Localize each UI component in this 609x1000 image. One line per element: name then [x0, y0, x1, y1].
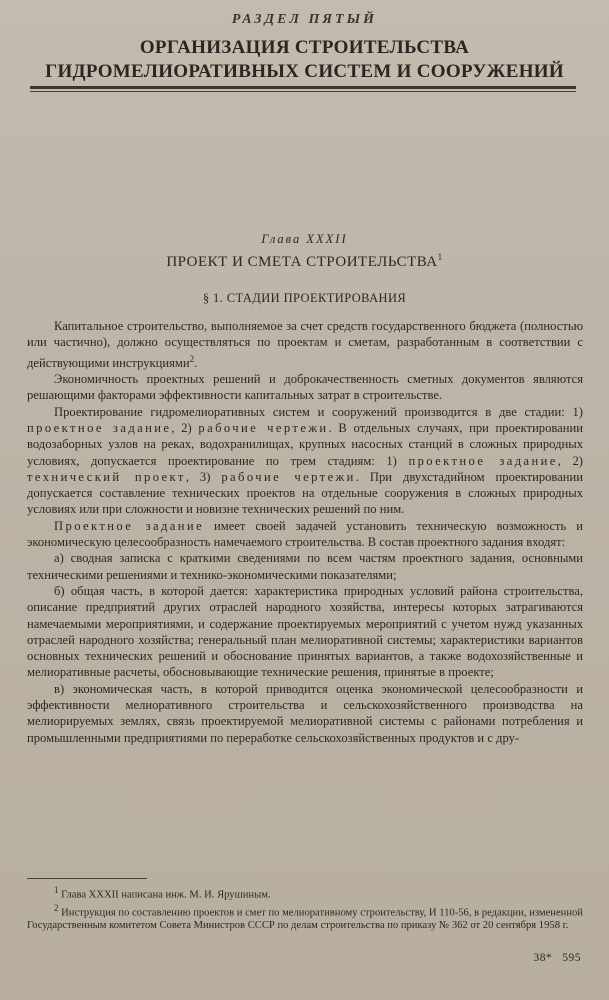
paragraph: Капитальное строительство, выполняемое за счет средств государственного бюджета (полностью или частично), должно осуществляться по проектам и сметам, разработанным в соответствии с действующими инструкциями$^2$.: [27, 319, 583, 370]
part-title-line-1: ОРГАНИЗАЦИЯ СТРОИТЕЛЬСТВА: [139, 37, 470, 58]
chapter-label: Глава XXXII: [261, 232, 348, 246]
spaced-term: проектное задание: [27, 420, 172, 435]
footnote-1: $^1$ Глава XXXII написана инж. М. И. Ярушиным.: [54, 885, 271, 901]
part-title: [20, 36, 589, 84]
paragraph: Экономичность проектных решений и доброкачественность сметных документов являются решающими факторами эффективности капитальных затрат в строительстве.: [27, 372, 583, 403]
header-rule-thin: [30, 91, 576, 92]
spaced-term: рабочие чертежи: [198, 420, 329, 435]
footnote-2: $^2$ Инструкция по составлению проектов и смет по мелиоративному строительству, И 110-56, в редакции, измененной Государственным комитетом Совета Министров СССР по делам строительства по приказу № 362 от 20 сентября 1958 г.: [27, 902, 583, 932]
spaced-term: технический проект: [27, 469, 186, 484]
paragraph: Проектное задание имеет своей задачей установить техническую возможность и экономическую целесообразность намечаемого строительства. В состав проектного задания входят:: [27, 518, 584, 550]
body-text: [27, 318, 583, 746]
footnote-mark-1: 1: [437, 252, 443, 262]
header-rule-thick: [30, 86, 576, 89]
page-number: 595: [562, 952, 581, 964]
section-heading: § 1. СТАДИИ ПРОЕКТИРОВАНИЯ: [202, 291, 407, 305]
footnote-mark-2: 2: [189, 353, 195, 364]
chapter-title: [0, 252, 609, 271]
list-item: а) сводная записка с краткими сведениями по всем частям проектного задания, основными техническими решениями и технико-экономическими показателями;: [27, 551, 583, 582]
footnote-rule: [27, 878, 147, 879]
section-label: РАЗДЕЛ ПЯТЫЙ: [231, 12, 378, 27]
footnotes: [27, 884, 583, 932]
chapter-title-text: ПРОЕКТ И СМЕТА СТРОИТЕЛЬСТВА: [166, 254, 438, 270]
spaced-term: проектное задание: [408, 453, 558, 468]
list-item: б) общая часть, в которой дается: характеристика природных условий района строительства, описание предприятий других отраслей народного хозяйства, интересы которых затрагиваются намечаемыми мероприятиями, и содержание проектируемых мероприятий с учетом нужд указанных отраслей народного хозяйства; генеральный план мелиоративной системы; характеристики вариантов основных технических решений и обоснование принятых вариантов, а также водохозяйственные и мелиоративные расчеты, обосновывающие технические решения, принятые в проекте;: [27, 583, 583, 680]
signature-mark: 38*: [533, 952, 553, 964]
spaced-term: Проектное задание: [54, 518, 205, 533]
list-item: в) экономическая часть, в которой приводится оценка экономической целесообразности и эффективности мелиоративного строительства и сельскохозяйственного производства на мелиорируемых землях, связь проектируемой мелиоративной системы с районами потребления и промышленными предприятиями по переработке сельскохозяйственных продуктов и с дру-: [27, 681, 583, 745]
paragraph: Проектирование гидромелиоративных систем и сооружений производится в две стадии: 1) проектное задание, 2) рабочие чертежи. В отдельных случаях, при проектировании водозаборных узлов на реках, водохранилищах, крупных насосных станций в сложных природных условиях, допускается проектирование по трем стадиям: 1) проектное задание, 2) технический проект, 3) рабочие чертежи. При двухстадийном проектировании допускается составление технических проектов на отдельные сооружения в сложных природных условиях или при сложности и новизне технических решений по ним.: [27, 404, 584, 517]
part-title-line-2: ГИДРОМЕЛИОРАТИВНЫХ СИСТЕМ И СООРУЖЕНИЙ: [45, 61, 564, 82]
page-footer: [524, 952, 582, 964]
spaced-term: рабочие чертежи: [221, 469, 356, 484]
